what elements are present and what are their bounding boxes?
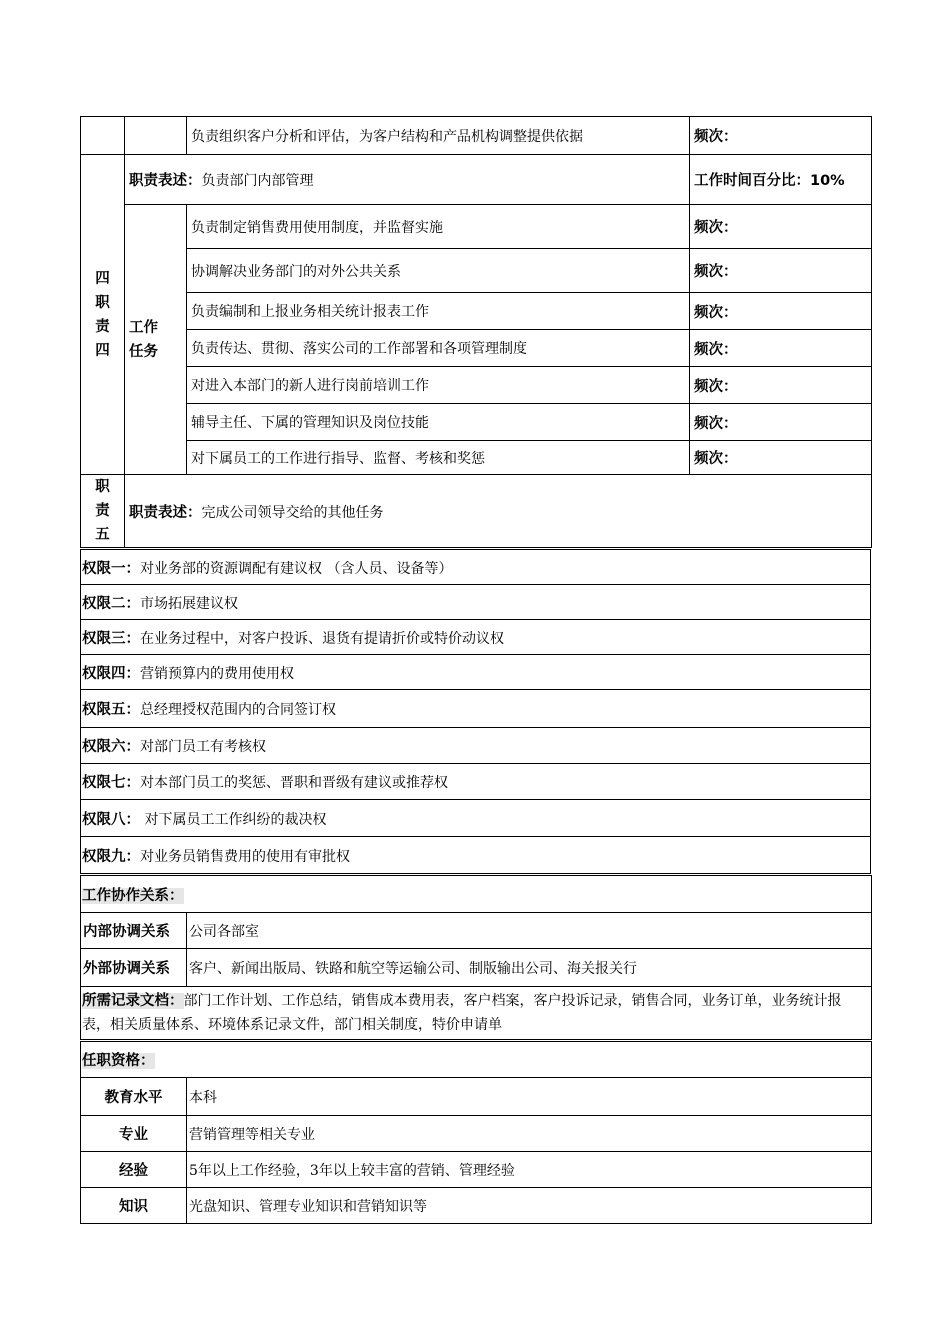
internal-coordination-value: 公司各部室 — [187, 913, 872, 949]
qualification-value: 本科 — [187, 1078, 872, 1116]
authority-row: 权限九：对业务员销售费用的使用有审批权 — [81, 837, 871, 874]
duty-prev-task-row — [81, 117, 872, 155]
records-text: 部门工作计划、工作总结，销售成本费用表，客户档案，客户投诉记录，销售合同，业务订单，业务统计报表，相关质量体系、环境体系记录文件，部门相关制度，特价申请单 — [82, 993, 842, 1033]
task-row — [81, 205, 872, 249]
duty4-description-row — [81, 155, 872, 205]
cooperation-title: 工作协作关系： — [82, 887, 184, 904]
frequency-label: 频次： — [690, 404, 872, 441]
task-text: 负责传达、贯彻、落实公司的工作部署和各项管理制度 — [187, 330, 690, 367]
qualification-label: 教育水平 — [81, 1078, 187, 1116]
frequency-label: 频次： — [690, 205, 872, 249]
task-text: 辅导主任、下属的管理知识及岗位技能 — [187, 404, 690, 441]
duties-table — [80, 116, 872, 548]
task-row — [81, 330, 872, 367]
task-text: 负责制定销售费用使用制度，并监督实施 — [187, 205, 690, 249]
task-row — [81, 441, 872, 475]
authority-row: 权限四：营销预算内的费用使用权 — [81, 655, 871, 690]
authority-row: 权限六：对部门员工有考核权 — [81, 728, 871, 764]
duty5-description: 职责表述：完成公司领导交给的其他任务 — [125, 475, 872, 548]
duty5-row — [81, 475, 872, 548]
duty4-description: 职责表述：负责部门内部管理 — [125, 155, 690, 205]
authority-row: 权限三：在业务过程中，对客户投诉、退货有提请折价或特价动议权 — [81, 620, 871, 655]
frequency-label: 频次： — [690, 117, 872, 155]
duty4-label: 四 职 责 四 — [81, 155, 125, 475]
authorities-table — [80, 549, 871, 874]
records-label: 所需记录文档： — [82, 993, 184, 1009]
task-text: 负责组织客户分析和评估，为客户结构和产品机构调整提供依据 — [187, 117, 690, 155]
external-coordination-label: 外部协调关系 — [81, 949, 187, 987]
frequency-label: 频次： — [690, 441, 872, 475]
job-description-document — [80, 116, 871, 1224]
frequency-label: 频次： — [690, 367, 872, 404]
task-text: 负责编制和上报业务相关统计报表工作 — [187, 293, 690, 330]
internal-coordination-row — [81, 913, 872, 949]
task-text: 对进入本部门的新人进行岗前培训工作 — [187, 367, 690, 404]
authority-row: 权限八： 对下属员工工作纠纷的裁决权 — [81, 800, 871, 837]
internal-coordination-label: 内部协调关系 — [81, 913, 187, 949]
authority-row: 权限七：对本部门员工的奖惩、晋职和晋级有建议或推荐权 — [81, 764, 871, 800]
qualification-title-row — [81, 1042, 872, 1078]
records-row — [81, 987, 872, 1040]
qualification-value: 光盘知识、管理专业知识和营销知识等 — [187, 1188, 872, 1224]
external-coordination-value: 客户、新闻出版局、铁路和航空等运输公司、制版输出公司、海关报关行 — [187, 949, 872, 987]
task-row — [81, 404, 872, 441]
qualification-row — [81, 1078, 872, 1116]
task-label: 工作 任务 — [125, 205, 187, 475]
qualification-value: 5年以上工作经验，3年以上较丰富的营销、管理经验 — [187, 1152, 872, 1188]
task-row — [81, 367, 872, 404]
empty-cell — [81, 117, 125, 155]
frequency-label: 频次： — [690, 330, 872, 367]
duty4-time-percent: 工作时间百分比：10% — [690, 155, 872, 205]
qualification-label: 经验 — [81, 1152, 187, 1188]
qualification-row — [81, 1188, 872, 1224]
authority-row: 权限五：总经理授权范围内的合同签订权 — [81, 690, 871, 728]
qualification-table — [80, 1041, 872, 1224]
qualification-label: 知识 — [81, 1188, 187, 1224]
cooperation-table — [80, 875, 872, 1040]
task-row — [81, 249, 872, 293]
cooperation-title-row — [81, 876, 872, 913]
frequency-label: 频次： — [690, 293, 872, 330]
qualification-label: 专业 — [81, 1116, 187, 1152]
task-row — [81, 293, 872, 330]
task-text: 对下属员工的工作进行指导、监督、考核和奖惩 — [187, 441, 690, 475]
qualification-title: 任职资格： — [82, 1053, 155, 1069]
qualification-value: 营销管理等相关专业 — [187, 1116, 872, 1152]
external-coordination-row — [81, 949, 872, 987]
authority-row: 权限二：市场拓展建议权 — [81, 585, 871, 620]
duty5-label: 职 责 五 — [81, 475, 125, 548]
task-text: 协调解决业务部门的对外公共关系 — [187, 249, 690, 293]
frequency-label: 频次： — [690, 249, 872, 293]
authority-row: 权限一：对业务部的资源调配有建议权 （含人员、设备等） — [81, 550, 871, 585]
qualification-row — [81, 1152, 872, 1188]
empty-cell — [125, 117, 187, 155]
qualification-row — [81, 1116, 872, 1152]
